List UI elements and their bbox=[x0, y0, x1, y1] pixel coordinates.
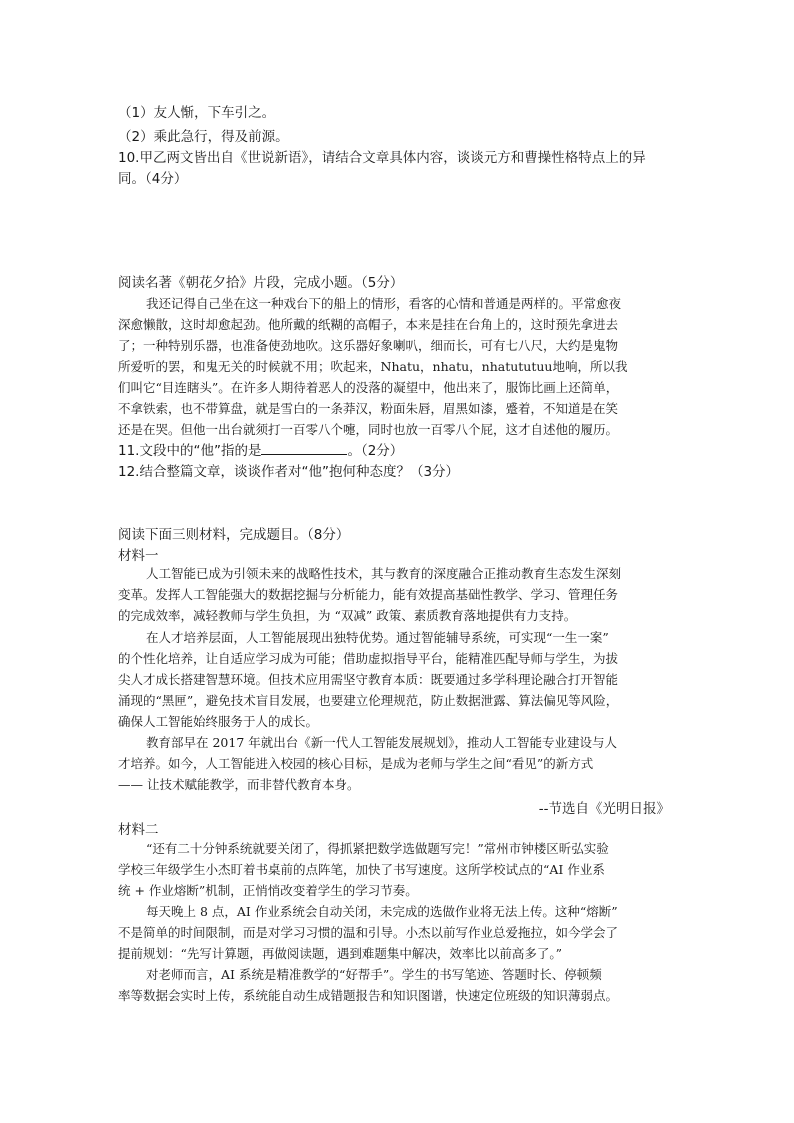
question-10-line-2: 同。（4分） bbox=[118, 171, 188, 187]
material-1-line: 人工智能已成为引领未来的战略性技术，其与教育的深度融合正推动教育生态发生深刻 bbox=[146, 566, 622, 581]
material-2-line: 提前规划：“先写计算题，再做阅读题，遇到难题集中解决，效率比以前高多了。” bbox=[118, 946, 563, 961]
material-2-line: 统 + 作业熔断”机制，正悄悄改变着学生的学习节奏。 bbox=[118, 883, 418, 898]
material-2-line: “还有二十分钟系统就要关闭了，得抓紧把数学选做题写完！”常州市钟楼区昕弘实验 bbox=[146, 841, 609, 856]
material-1-line: 才培养。如今，人工智能进入校园的核心目标，是成为老师与学生之间“看见”的新方式 bbox=[118, 756, 594, 771]
question-11-prefix: 11.文段中的“他”指的是 bbox=[118, 443, 262, 459]
passage-line: 不拿铁索，也不带算盘，就是雪白的一条莽汉，粉面朱唇，眉黑如漆，蹙着，不知道是在笑 bbox=[118, 401, 619, 416]
material-1-line: 尖人才成长搭建智慧环境。但技术应用需坚守教育本质：既要通过多学科理论融合打开智能 bbox=[118, 672, 619, 687]
passage-line: 深愈懒散，这时却愈起劲。他所戴的纸糊的高帽子，本来是挂在台角上的，这时预先拿进去 bbox=[118, 317, 619, 332]
section-2-intro: 阅读名著《朝花夕拾》片段，完成小题。（5分） bbox=[118, 275, 404, 291]
question-12: 12.结合整篇文章，谈谈作者对“他”抱何种态度？（3分） bbox=[118, 464, 460, 480]
passage-line: 还是在哭。但他一出台就须打一百零八个嚏，同时也放一百零八个屁，这才自述他的履历。 bbox=[118, 422, 619, 437]
material-1-source: --节选自《光明日报》 bbox=[538, 801, 670, 817]
item-1: （1）友人惭，下车引之。 bbox=[118, 105, 276, 121]
question-11-suffix: 。（2分） bbox=[347, 443, 404, 459]
passage-line: 们叫它“目连瞎头”。在许多人期待着恶人的没落的凝望中，他出来了，服饰比画上还简单， bbox=[118, 380, 619, 395]
material-1-line: —— 让技术赋能教学，而非替代教育本身。 bbox=[118, 777, 360, 792]
answer-blank[interactable] bbox=[261, 442, 347, 455]
material-2-line: 率等数据会实时上传，系统能自动生成错题报告和知识图谱，快速定位班级的知识薄弱点。 bbox=[118, 988, 619, 1003]
material-1-line: 的完成效率，减轻教师与学生负担，为 “双减” 政策、素质教育落地提供有力支持。 bbox=[118, 608, 577, 623]
material-1-line: 确保人工智能始终服务于人的成长。 bbox=[118, 714, 319, 729]
material-1-line: 在人才培养层面，人工智能展现出独特优势。通过智能辅导系统，可实现“一生一案” bbox=[146, 630, 609, 645]
material-2-line: 学校三年级学生小杰盯着书桌前的点阵笔，加快了书写速度。这所学校试点的“AI 作业系 bbox=[118, 862, 605, 877]
material-1-line: 变革。发挥人工智能强大的数据挖掘与分析能力，能有效提高基础性教学、学习、管理任务 bbox=[118, 587, 619, 602]
material-2-line: 不是简单的时间限制，而是对学习习惯的温和引导。小杰以前写作业总爱拖拉，如今学会了 bbox=[118, 925, 619, 940]
passage-line: 所爱听的罢，和鬼无关的时候就不用；吹起来，Nhatu，nhatu，nhatututuu地响，所以我 bbox=[118, 359, 628, 374]
material-1-line: 涌现的“黑匣”，避免技术盲目发展，也要建立伦理规范，防止数据泄露、算法偏见等风险， bbox=[118, 693, 619, 708]
passage-line: 我还记得自己坐在这一种戏台下的船上的情形，看客的心情和普通是两样的。平常愈夜 bbox=[146, 296, 622, 311]
material-2-title: 材料二 bbox=[118, 822, 159, 838]
material-2-line: 对老师而言，AI 系统是精准教学的“好帮手”。学生的书写笔迹、答题时长、停顿频 bbox=[146, 967, 602, 982]
question-11 bbox=[118, 439, 403, 459]
question-10-line-1: 10.甲乙两文皆出自《世说新语》，请结合文章具体内容，谈谈元方和曹操性格特点上的异 bbox=[118, 150, 646, 166]
passage-line: 了；一种特别乐器，也准备使劲地吹。这乐器好象喇叭，细而长，可有七八尺，大约是鬼物 bbox=[118, 338, 619, 353]
material-1-line: 教育部早在 2017 年就出台《新一代人工智能发展规划》，推动人工智能专业建设与人 bbox=[146, 735, 618, 750]
material-1-title: 材料一 bbox=[118, 548, 159, 564]
section-3-intro: 阅读下面三则材料，完成题目。（8分） bbox=[118, 527, 350, 543]
item-2: （2）乘此急行，得及前源。 bbox=[118, 129, 289, 145]
material-2-line: 每天晚上 8 点，AI 作业系统会自动关闭，未完成的选做作业将无法上传。这种“熔断” bbox=[146, 904, 618, 919]
material-1-line: 的个性化培养，让自适应学习成为可能；借助虚拟指导平台，能精准匹配导师与学生，为拔 bbox=[118, 651, 619, 666]
